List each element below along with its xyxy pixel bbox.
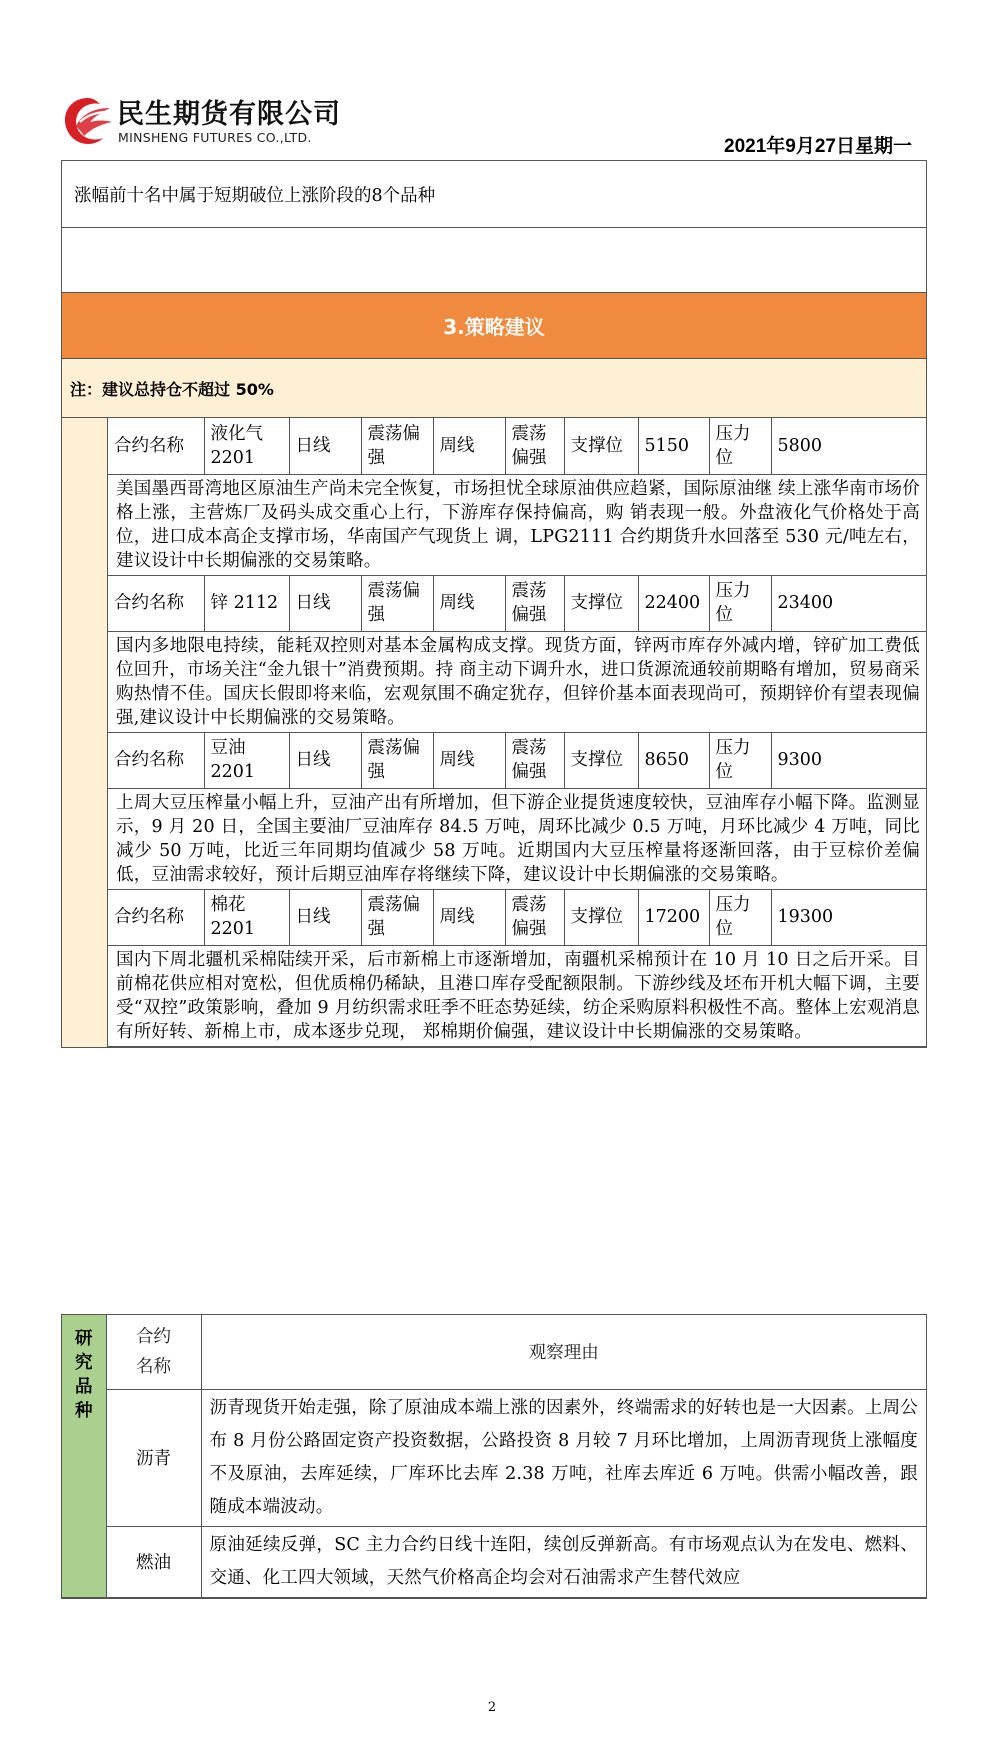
contract-info-row <box>108 889 926 945</box>
pressure-value: 23400 <box>771 575 926 631</box>
pressure-label: 压力位 <box>709 575 771 631</box>
weekly-trend: 震荡偏强 <box>505 575 564 631</box>
watch-row <box>62 1389 926 1526</box>
contract-desc-row <box>108 945 926 1046</box>
position-note <box>62 359 926 418</box>
watch-header-name-text: 合约名称 <box>136 1326 171 1377</box>
contract-label: 合约名称 <box>108 575 204 631</box>
contract-description: 国内下周北疆机采棉陆续开采，后市新棉上市逐渐增加，南疆机采棉预计在 10 月 10 日之后开采。目前棉花供应相对宽松，但优质棉仍稀缺，且港口库存受配额限制。下游纱线及坯布开机大幅下调，主要受“双控”政策影响，叠加 9 月纺织需求旺季不旺态势延续，纺企采购原料积极性不高。整体上宏观消息有所好转、新棉上市，成本逐步兑现， 郑棉期价偏强，建议设计中长期偏涨的交易策略。 <box>108 945 926 1046</box>
contract-desc-row <box>108 788 926 889</box>
weekly-label: 周线 <box>433 575 505 631</box>
contract-desc-row <box>108 474 926 575</box>
note-text: 注：建议总持仓不超过 50% <box>70 379 274 399</box>
weekly-trend: 震荡偏强 <box>505 889 564 945</box>
company-logo <box>62 90 362 152</box>
daily-label: 日线 <box>289 732 361 788</box>
section-heading <box>62 293 926 359</box>
minsheng-logo-icon <box>62 92 114 148</box>
weekly-label: 周线 <box>433 732 505 788</box>
contract-label: 合约名称 <box>108 418 204 474</box>
daily-label: 日线 <box>289 575 361 631</box>
watch-side-label <box>62 1315 106 1597</box>
watch-frame <box>61 1314 927 1599</box>
watch-item-name: 沥青 <box>106 1389 201 1526</box>
weekly-trend: 震荡偏强 <box>505 418 564 474</box>
support-label: 支撑位 <box>564 418 638 474</box>
pressure-value: 5800 <box>771 418 926 474</box>
support-label: 支撑位 <box>564 732 638 788</box>
contract-name: 液化气 2201 <box>204 418 289 474</box>
strategy-block <box>62 418 926 1047</box>
summary-row <box>62 161 926 228</box>
support-label: 支撑位 <box>564 889 638 945</box>
strategy-body <box>108 418 926 1047</box>
pressure-value: 9300 <box>771 732 926 788</box>
contract-label: 合约名称 <box>108 732 204 788</box>
weekly-label: 周线 <box>433 418 505 474</box>
pressure-value: 19300 <box>771 889 926 945</box>
watch-table <box>62 1315 926 1598</box>
pressure-label: 压力位 <box>709 889 771 945</box>
support-value: 22400 <box>638 575 709 631</box>
watch-item-name: 燃油 <box>106 1526 201 1597</box>
empty-row <box>62 228 926 293</box>
contract-description: 上周大豆压榨量小幅上升，豆油产出有所增加，但下游企业提货速度较快，豆油库存小幅下降。监测显示，9 月 20 日，全国主要油厂豆油库存 84.5 万吨，周环比减少 0.5 万吨，月环比减少 4 万吨，同比减少 50 万吨，比近三年同期均值减少 58 万吨。近期国内大豆压榨量将逐渐回落，由于豆棕价差偏低，豆油需求较好，预计后期豆油库存将继续下降，建议设计中长期偏涨的交易策略。 <box>108 788 926 889</box>
company-name-cn: 民生期货有限公司 <box>117 99 341 130</box>
contract-description: 美国墨西哥湾地区原油生产尚未完全恢复，市场担忧全球原油供应趋紧，国际原油继 续上涨华南市场价格上涨，主营炼厂及码头成交重心上行，下游库存保持偏高，购 销表现一般。外盘液化气价格处于高位，进口成本高企支撑市场，华南国产气现货上 调，LPG2111 合约期货升水回落至 530 元/吨左右，建议设计中长期偏涨的交易策略。 <box>108 474 926 575</box>
strategy-frame <box>61 160 927 1048</box>
weekly-trend: 震荡偏强 <box>505 732 564 788</box>
daily-label: 日线 <box>289 418 361 474</box>
contract-info-row <box>108 418 926 474</box>
watch-item-reason: 原油延续反弹，SC 主力合约日线十连阳，续创反弹新高。有市场观点认为在发电、燃料、交通、化工四大领域，天然气价格高企均会对石油需求产生替代效应 <box>201 1526 926 1597</box>
strategy-side-cell <box>62 418 108 1047</box>
contract-name: 棉花 2201 <box>204 889 289 945</box>
page-number: 2 <box>487 1700 497 1715</box>
daily-label: 日线 <box>289 889 361 945</box>
contract-info-row <box>108 575 926 631</box>
watch-side-text: 研究品种 <box>75 1329 93 1421</box>
daily-trend: 震荡偏强 <box>361 575 433 631</box>
section-title: 3.策略建议 <box>443 315 545 339</box>
contract-name: 锌 2112 <box>204 575 289 631</box>
contract-name: 豆油 2201 <box>204 732 289 788</box>
contract-description: 国内多地限电持续，能耗双控则对基本金属构成支撑。现货方面，锌两市库存外减内增，锌矿加工费低位回升，市场关注“金九银十”消费预期。持 商主动下调升水，进口货源流通较前期略有增加，贸易商采购热情不佳。国庆长假即将来临，宏观氛围不确定犹存，但锌价基本面表现尚可，预期锌价有望表现偏强,建议设计中长期偏涨的交易策略。 <box>108 631 926 732</box>
report-date: 2021年9月27日星期一 <box>724 136 912 157</box>
contract-info-row <box>108 732 926 788</box>
summary-text: 涨幅前十名中属于短期破位上涨阶段的8个品种 <box>74 185 436 206</box>
daily-trend: 震荡偏强 <box>361 732 433 788</box>
watch-header-reason: 观察理由 <box>201 1315 926 1389</box>
support-value: 8650 <box>638 732 709 788</box>
pressure-label: 压力位 <box>709 732 771 788</box>
contract-table <box>108 418 926 1047</box>
pressure-label: 压力位 <box>709 418 771 474</box>
contract-label: 合约名称 <box>108 889 204 945</box>
support-value: 17200 <box>638 889 709 945</box>
company-name-en: MINSHENG FUTURES CO.,LTD. <box>118 130 312 145</box>
support-value: 5150 <box>638 418 709 474</box>
weekly-label: 周线 <box>433 889 505 945</box>
watch-item-reason: 沥青现货开始走强，除了原油成本端上涨的因素外，终端需求的好转也是一大因素。上周公布 8 月份公路固定资产投资数据，公路投资 8 月较 7 月环比增加，上周沥青现货上涨幅度不及原油，去库延续，厂库环比去库 2.38 万吨，社库去库近 6 万吨。供需小幅改善，跟随成本端波动。 <box>201 1389 926 1526</box>
contract-desc-row <box>108 631 926 732</box>
support-label: 支撑位 <box>564 575 638 631</box>
watch-header-name <box>106 1315 201 1389</box>
watch-row <box>62 1526 926 1597</box>
watch-header-row <box>62 1315 926 1389</box>
daily-trend: 震荡偏强 <box>361 889 433 945</box>
daily-trend: 震荡偏强 <box>361 418 433 474</box>
